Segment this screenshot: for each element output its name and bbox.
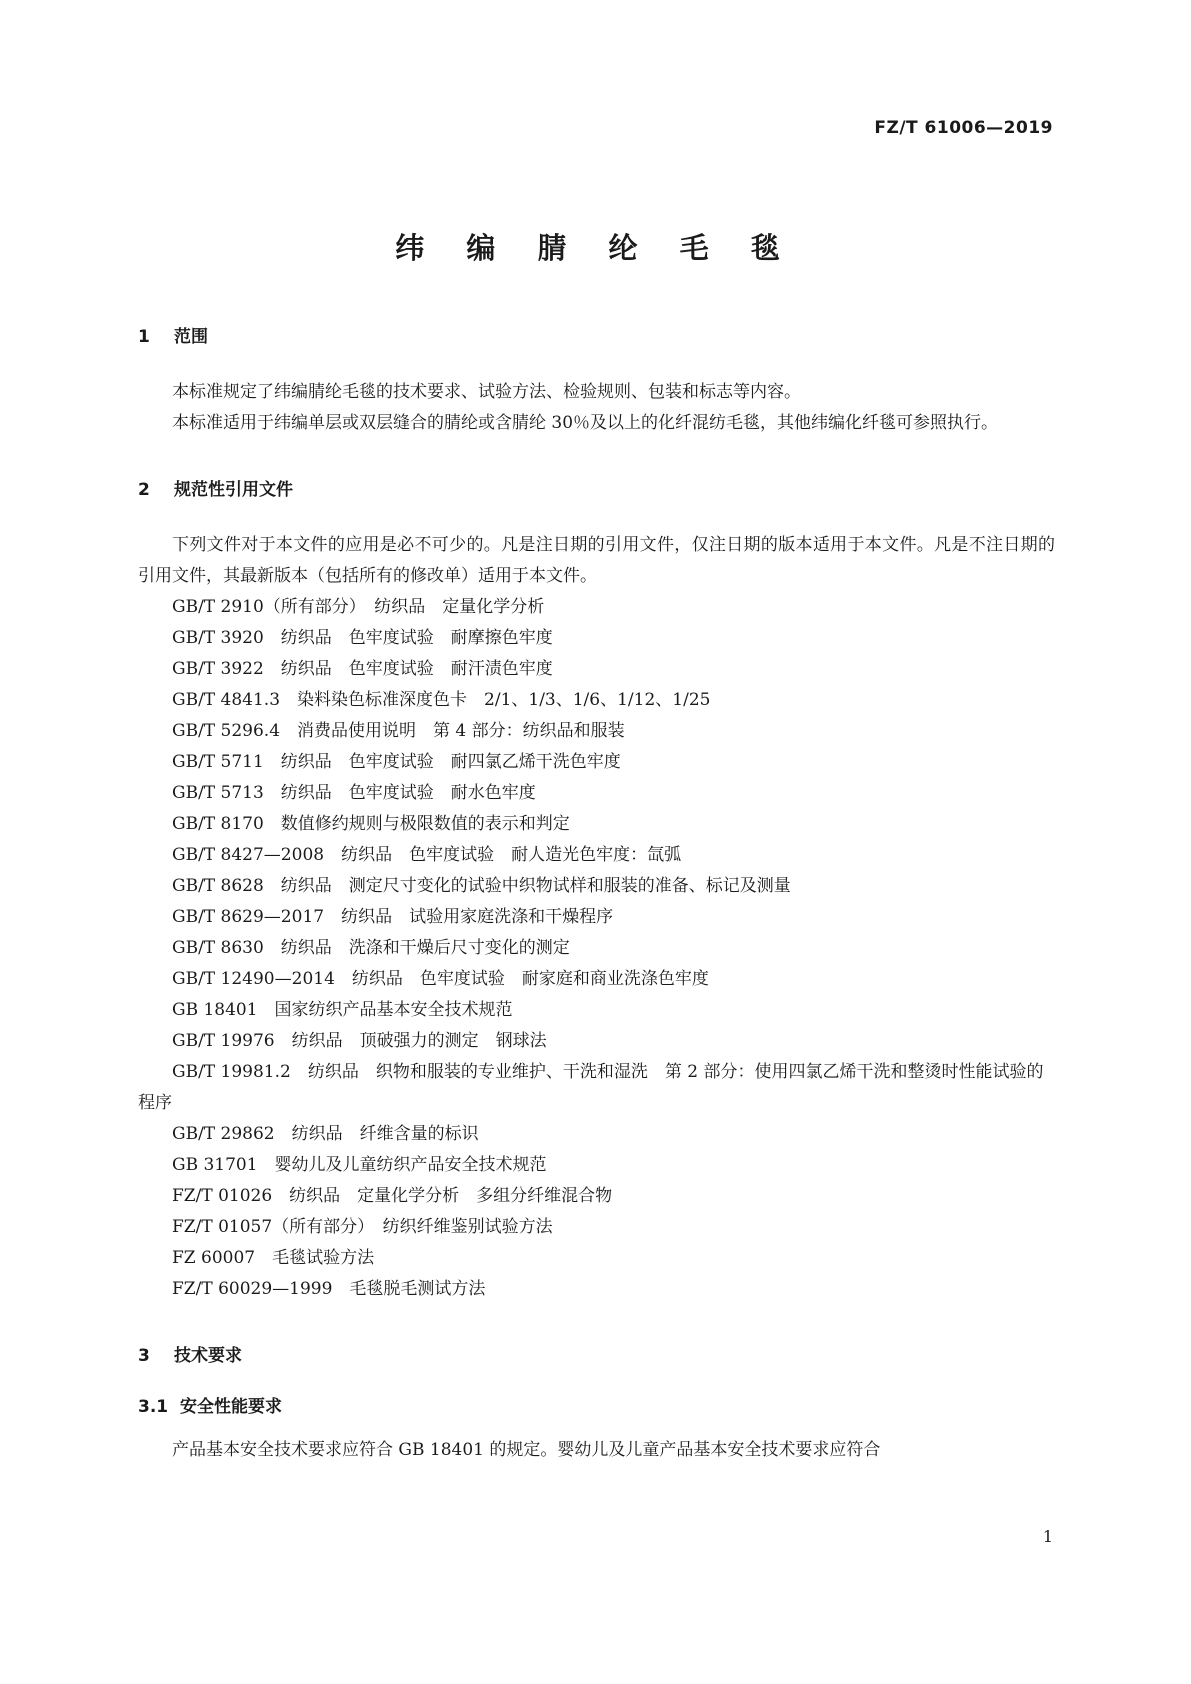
subsection-number: 3.1 xyxy=(138,1397,169,1417)
reference-item: GB/T 19981.2 纺织品 织物和服装的专业维护、干洗和湿洗 第 2 部分：使用四氯乙烯干洗和整烫时性能试验的程序 xyxy=(138,1062,1044,1113)
subsection-3-1-heading xyxy=(138,1392,1055,1423)
reference-item: GB/T 8427—2008 纺织品 色牢度试验 耐人造光色牢度：氙弧 xyxy=(172,845,682,865)
reference-item: GB/T 5711 纺织品 色牢度试验 耐四氯乙烯干洗色牢度 xyxy=(172,752,621,772)
reference-item: GB/T 8170 数值修约规则与极限数值的表示和判定 xyxy=(172,814,570,834)
reference-item: GB 31701 婴幼儿及儿童纺织产品安全技术规范 xyxy=(172,1155,547,1175)
reference-item: GB 18401 国家纺织产品基本安全技术规范 xyxy=(172,1000,513,1020)
standard-number: FZ/T 61006—2019 xyxy=(874,118,1053,138)
reference-list xyxy=(138,592,1055,1305)
reference-item: GB/T 8630 纺织品 洗涤和干燥后尺寸变化的测定 xyxy=(172,938,570,958)
reference-item: FZ/T 01026 纺织品 定量化学分析 多组分纤维混合物 xyxy=(172,1186,613,1206)
reference-item: FZ 60007 毛毯试验方法 xyxy=(172,1248,375,1268)
reference-item: GB/T 29862 纺织品 纤维含量的标识 xyxy=(172,1124,479,1144)
section-title: 技术要求 xyxy=(174,1346,242,1366)
reference-item: GB/T 8629—2017 纺织品 试验用家庭洗涤和干燥程序 xyxy=(172,907,614,927)
section-number: 2 xyxy=(138,480,150,500)
page-number: 1 xyxy=(1042,1527,1053,1546)
section-title: 范围 xyxy=(174,327,208,347)
reference-item: GB/T 5296.4 消费品使用说明 第 4 部分：纺织品和服装 xyxy=(172,721,625,741)
reference-item: GB/T 8628 纺织品 测定尺寸变化的试验中织物试样和服装的准备、标记及测量 xyxy=(172,876,791,896)
reference-item: GB/T 4841.3 染料染色标准深度色卡 2/1、1/3、1/6、1/12、1/25 xyxy=(172,690,711,710)
paragraph: 本标准适用于纬编单层或双层缝合的腈纶或含腈纶 30％及以上的化纤混纺毛毯，其他纬编化纤毯可参照执行。 xyxy=(172,413,999,433)
reference-item: GB/T 19976 纺织品 顶破强力的测定 钢球法 xyxy=(172,1031,547,1051)
subsection-title: 安全性能要求 xyxy=(180,1397,282,1417)
reference-item: GB/T 12490—2014 纺织品 色牢度试验 耐家庭和商业洗涤色牢度 xyxy=(172,969,709,989)
document-body xyxy=(138,322,1055,1466)
reference-item: GB/T 2910（所有部分） 纺织品 定量化学分析 xyxy=(172,597,545,617)
section-3-heading xyxy=(138,1341,1055,1372)
paragraph: 产品基本安全技术要求应符合 GB 18401 的规定。婴幼儿及儿童产品基本安全技术要求应符合 xyxy=(172,1440,881,1460)
document-title: 纬 编 腈 纶 毛 毯 xyxy=(395,231,796,265)
section-2-heading xyxy=(138,475,1055,506)
reference-item: GB/T 3920 纺织品 色牢度试验 耐摩擦色牢度 xyxy=(172,628,553,648)
reference-item: GB/T 3922 纺织品 色牢度试验 耐汗渍色牢度 xyxy=(172,659,553,679)
reference-item: FZ/T 60029—1999 毛毯脱毛测试方法 xyxy=(172,1279,486,1299)
reference-item: FZ/T 01057（所有部分） 纺织纤维鉴别试验方法 xyxy=(172,1217,553,1237)
section-number: 3 xyxy=(138,1346,150,1366)
section-number: 1 xyxy=(138,327,150,347)
section-title: 规范性引用文件 xyxy=(174,480,293,500)
paragraph: 下列文件对于本文件的应用是必不可少的。凡是注日期的引用文件，仅注日期的版本适用于本文件。凡是不注日期的引用文件，其最新版本（包括所有的修改单）适用于本文件。 xyxy=(138,535,1055,586)
section-1-heading xyxy=(138,322,1055,353)
paragraph: 本标准规定了纬编腈纶毛毯的技术要求、试验方法、检验规则、包装和标志等内容。 xyxy=(172,382,801,402)
reference-item: GB/T 5713 纺织品 色牢度试验 耐水色牢度 xyxy=(172,783,536,803)
